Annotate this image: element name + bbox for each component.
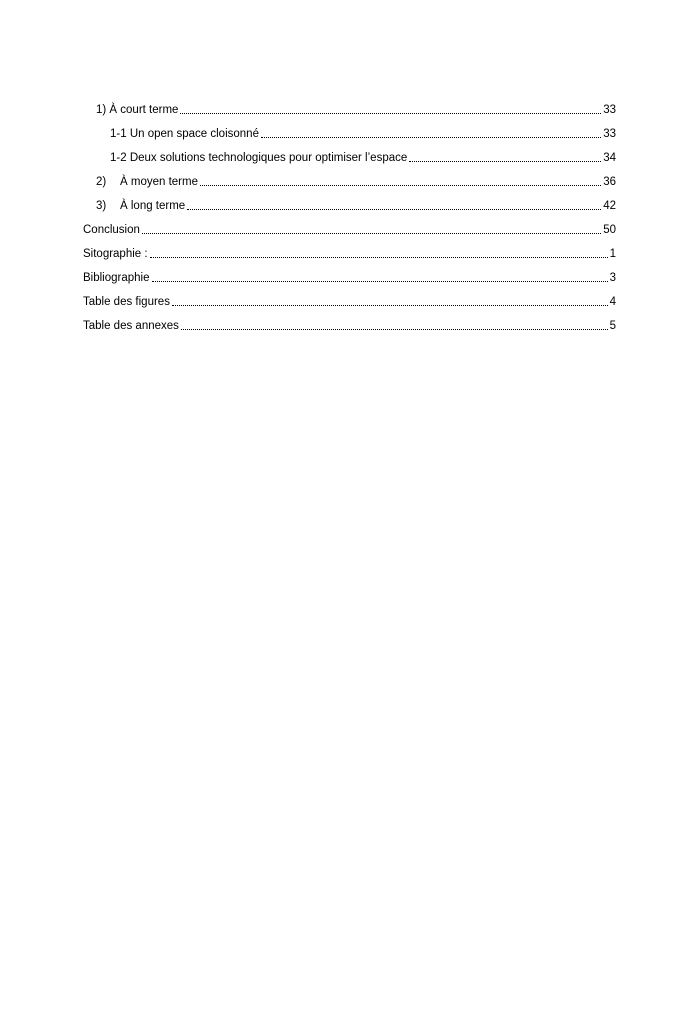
toc-entry-label: À long terme xyxy=(120,200,186,212)
toc-entry-moyen-terme[interactable] xyxy=(96,175,616,189)
toc-entry-label: Table des annexes xyxy=(83,320,179,332)
toc-entry-label: Sitographie : xyxy=(83,248,148,260)
toc-entry-label: Conclusion xyxy=(83,224,140,236)
toc-entry-solutions-technologiques[interactable] xyxy=(110,151,616,165)
toc-entry-label: Bibliographie xyxy=(83,272,150,284)
toc-dot-leader xyxy=(187,199,601,210)
toc-entry-sitographie[interactable] xyxy=(83,247,616,261)
toc-entry-page: 42 xyxy=(603,200,616,212)
toc-dot-leader xyxy=(200,175,601,186)
toc-dot-leader xyxy=(142,223,601,234)
toc-entry-label: Table des figures xyxy=(83,296,170,308)
toc-entry-number: 3) xyxy=(96,200,107,212)
toc-entry-page: 36 xyxy=(603,176,616,188)
toc-entry-bibliographie[interactable] xyxy=(83,271,616,285)
toc-entry-page: 1 xyxy=(609,248,616,260)
toc-dot-leader xyxy=(152,271,608,282)
toc-entry-label: 1) À court terme xyxy=(96,104,179,116)
toc-entry-page: 50 xyxy=(603,224,616,236)
toc-entry-page: 34 xyxy=(603,152,616,164)
toc-dot-leader xyxy=(181,319,608,330)
toc-dot-leader xyxy=(180,103,601,114)
toc-entry-long-terme[interactable] xyxy=(96,199,616,213)
toc-entry-page: 3 xyxy=(609,272,616,284)
toc-dot-leader xyxy=(172,295,608,306)
toc-entry-open-space[interactable] xyxy=(110,127,616,141)
toc-dot-leader xyxy=(409,151,601,162)
toc-entry-conclusion[interactable] xyxy=(83,223,616,237)
toc-dot-leader xyxy=(150,247,608,258)
toc-entry-number: 2) xyxy=(96,176,107,188)
toc-entry-table-des-annexes[interactable] xyxy=(83,319,616,333)
toc-entry-page: 33 xyxy=(603,128,616,140)
toc-entry-page: 5 xyxy=(609,320,616,332)
toc-entry-label: À moyen terme xyxy=(120,176,198,188)
toc-entry-court-terme[interactable] xyxy=(96,103,616,117)
toc-entry-label: 1-2 Deux solutions technologiques pour optimiser l’espace xyxy=(110,152,408,164)
toc-entry-table-des-figures[interactable] xyxy=(83,295,616,309)
toc-entry-page: 4 xyxy=(609,296,616,308)
toc-dot-leader xyxy=(261,127,601,138)
toc-entry-page: 33 xyxy=(603,104,616,116)
toc-entry-label: 1-1 Un open space cloisonné xyxy=(110,128,259,140)
